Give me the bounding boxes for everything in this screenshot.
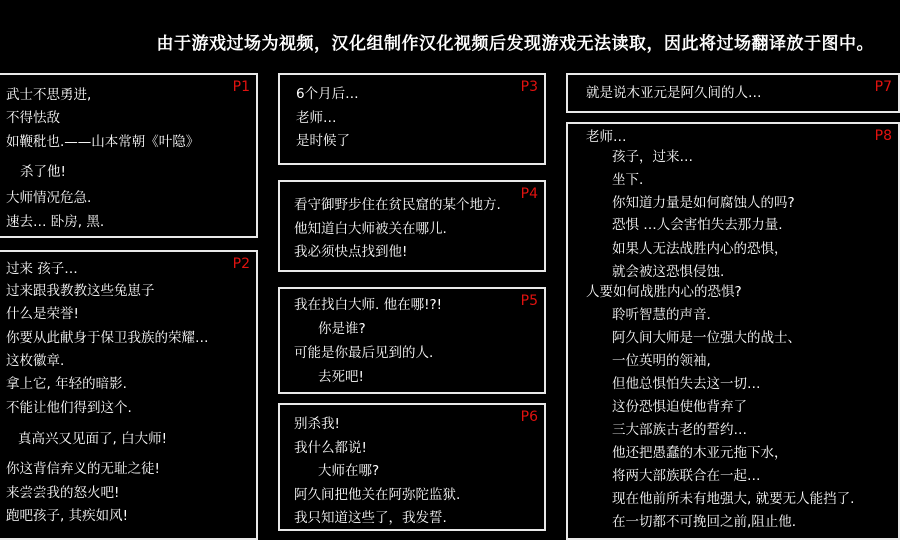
panel-line: 但他总惧怕失去这一切… [612,376,761,392]
panel-line: 大师情况危急. [6,190,92,206]
panel-line: 拿上它, 年轻的暗影. [6,376,127,392]
panel-line: 老师… [586,129,627,145]
panel-tag: P5 [520,293,538,309]
panel-line: 可能是你最后见到的人. [294,345,434,361]
panel-line: 来尝尝我的怒火吧! [6,485,120,501]
panel-line: 过来跟我教教这些兔崽子 [6,283,155,299]
panel-line: 阿久间把他关在阿弥陀监狱. [294,487,461,503]
panel-tag: P4 [520,186,538,202]
panel-line: 跑吧孩子, 其疾如风! [6,508,128,524]
panel-line: 我必须快点找到他! [294,244,408,260]
panel-tag: P3 [520,79,538,95]
panel-line: 武士不思勇进, [6,87,92,103]
panel-line: 你要从此献身于保卫我族的荣耀… [6,330,209,346]
panel-line: 聆听智慧的声音. [612,307,711,323]
panel-tag: P8 [874,128,892,144]
panel-line: 一位英明的领袖, [612,353,711,369]
panel-line: 不能让他们得到这个. [6,400,132,416]
panel-line: 大师在哪? [318,463,380,479]
panel-p2 [0,250,258,540]
panel-line: 坐下. [612,172,644,188]
panel-line: 三大部族古老的誓约… [612,422,747,438]
panel-line: 杀了他! [20,164,66,180]
panel-p7 [566,73,900,113]
panel-tag: P1 [232,79,250,95]
page-title: 由于游戏过场为视频，汉化组制作汉化视频后发现游戏无法读取，因此将过场翻译放于图中。 [156,34,874,54]
panel-line: 在一切都不可挽回之前,阻止他. [612,514,797,530]
panel-line: 人要如何战胜内心的恐惧? [586,284,742,300]
panel-line: 孩子，过来… [612,149,693,165]
panel-line: 阿久间大师是一位强大的战士、 [612,330,801,346]
panel-line: 是时候了 [296,133,350,149]
panel-line: 你知道力量是如何腐蚀人的吗? [612,195,795,211]
panel-tag: P2 [232,256,250,272]
panel-line: 如果人无法战胜内心的恐惧， [612,241,788,257]
panel-line: 现在他前所未有地强大, 就要无人能挡了. [612,491,855,507]
panel-line: 老师… [296,110,337,126]
panel-p5 [278,287,546,394]
panel-line: 这份恐惧迫使他背弃了 [612,399,747,415]
panel-line: 我只知道这些了，我发誓. [294,510,447,526]
panel-line: 将两大部族联合在一起… [612,468,761,484]
panel-line: 去死吧! [318,369,364,385]
panel-line: 我在找白大师. 他在哪!?! [294,297,443,313]
panel-line: 看守御野步住在贫民窟的某个地方. [294,197,501,213]
panel-p6 [278,403,546,531]
panel-line: 速去… 卧房, 黑. [6,214,105,230]
panel-line: 过来 孩子… [6,261,78,277]
panel-line: 真高兴又见面了, 白大师! [18,431,167,447]
panel-line: 他知道白大师被关在哪儿. [294,221,447,237]
panel-line: 你这背信弃义的无耻之徒! [6,461,160,477]
panel-line: 就是说木亚元是阿久间的人… [586,85,762,101]
panel-line: 就会被这恐惧侵蚀. [612,264,725,280]
panel-line: 这枚徽章. [6,353,65,369]
panel-line: 如鞭秕也.——山本常朝《叶隐》 [6,134,200,150]
panel-line: 什么是荣誉! [6,306,79,322]
panel-line: 别杀我! [294,416,340,432]
panel-line: 我什么都说! [294,440,367,456]
panel-p4 [278,180,546,272]
panel-line: 不得怯敌 [6,110,60,126]
panel-p8 [566,122,900,540]
panel-line: 6个月后… [296,86,359,102]
panel-line: 恐惧 …人会害怕失去那力量. [612,217,783,233]
panel-p3 [278,73,546,165]
panel-tag: P6 [520,409,538,425]
panel-p1 [0,73,258,238]
panel-line: 他还把愚蠢的木亚元拖下水， [612,445,788,461]
panel-tag: P7 [874,79,892,95]
panel-line: 你是谁? [318,321,366,337]
